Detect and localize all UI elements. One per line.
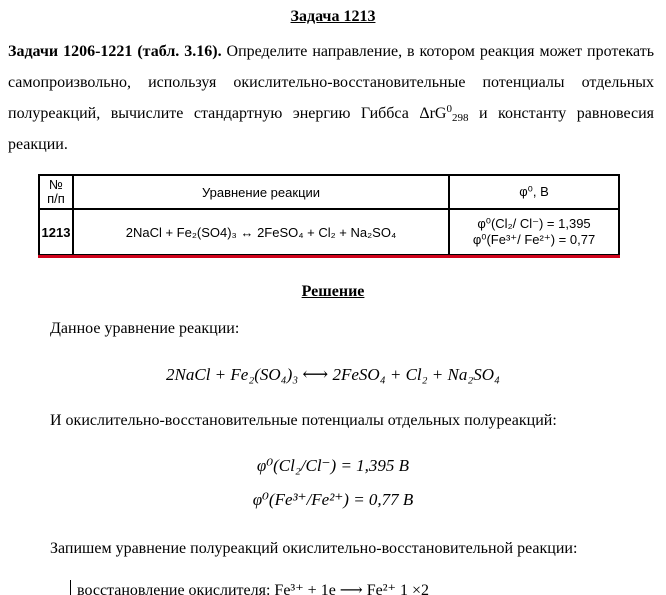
potential-chlorine: φ⁰(Cl₂/Cl⁻) = 1,395 В <box>256 456 410 475</box>
row-phi-2: φ⁰(Fe³⁺/ Fe²⁺) = 0,77 <box>472 232 596 247</box>
row-equation: 2NaCl + Fe₂(SO4)₃ ↔ 2FeSO₄ + Cl₂ + Na₂SO₄ <box>73 209 449 255</box>
table-underline <box>38 255 620 258</box>
potential-iron: φ⁰(Fe³⁺/Fe²⁺) = 0,77 В <box>252 490 414 509</box>
row-number: 1213 <box>39 209 73 255</box>
header-number: № п/п <box>39 175 73 209</box>
gibbs-sub: 298 <box>451 112 469 124</box>
task-statement <box>8 36 654 160</box>
reaction-arrow: ⟷ <box>302 364 329 384</box>
paragraph-reaction-intro: Данное уравнение реакции: <box>50 320 240 337</box>
half-reaction-reduction: восстановление окислителя: Fe³⁺ + 1e ⟶ Fe²⁺ 1 ×2 <box>70 580 429 595</box>
table-row <box>39 209 619 255</box>
task-tail: и константу равновесия реакции. <box>8 105 654 153</box>
paragraph-potentials-intro: И окислительно-восстановительные потенциалы отдельных полуреакций: <box>50 412 557 429</box>
header-potential: φ⁰, В <box>449 175 619 209</box>
header-equation: Уравнение реакции <box>73 175 449 209</box>
solution-title: Решение <box>301 283 365 300</box>
gibbs-symbol: ΔrG <box>419 105 447 122</box>
reaction-formula <box>0 364 666 385</box>
task-text: Определите направление, в котором реакция может протекать самопроизвольно, используя окислительно-восстановительные потенциалы отдельных полуреакций, вычислите стандартную энергию Гиббса <box>8 43 654 122</box>
row-phi-1: φ⁰(Cl₂/ Cl⁻) = 1,395 <box>477 216 591 231</box>
task-title: Задача 1213 <box>290 8 376 25</box>
reaction-table <box>38 174 620 258</box>
paragraph-half-reactions-intro: Запишем уравнение полуреакций окислительно-восстановительной реакции: <box>50 540 578 557</box>
reaction-right: 2FeSO₄ + Cl₂ + Na₂SO₄ <box>332 365 500 384</box>
gibbs-sup: 0 <box>446 103 452 115</box>
task-range-label: Задачи 1206-1221 (табл. 3.16). <box>8 43 222 60</box>
reaction-left: 2NaCl + Fe₂(SO₄)₃ <box>166 365 299 384</box>
row-potentials <box>449 209 619 255</box>
